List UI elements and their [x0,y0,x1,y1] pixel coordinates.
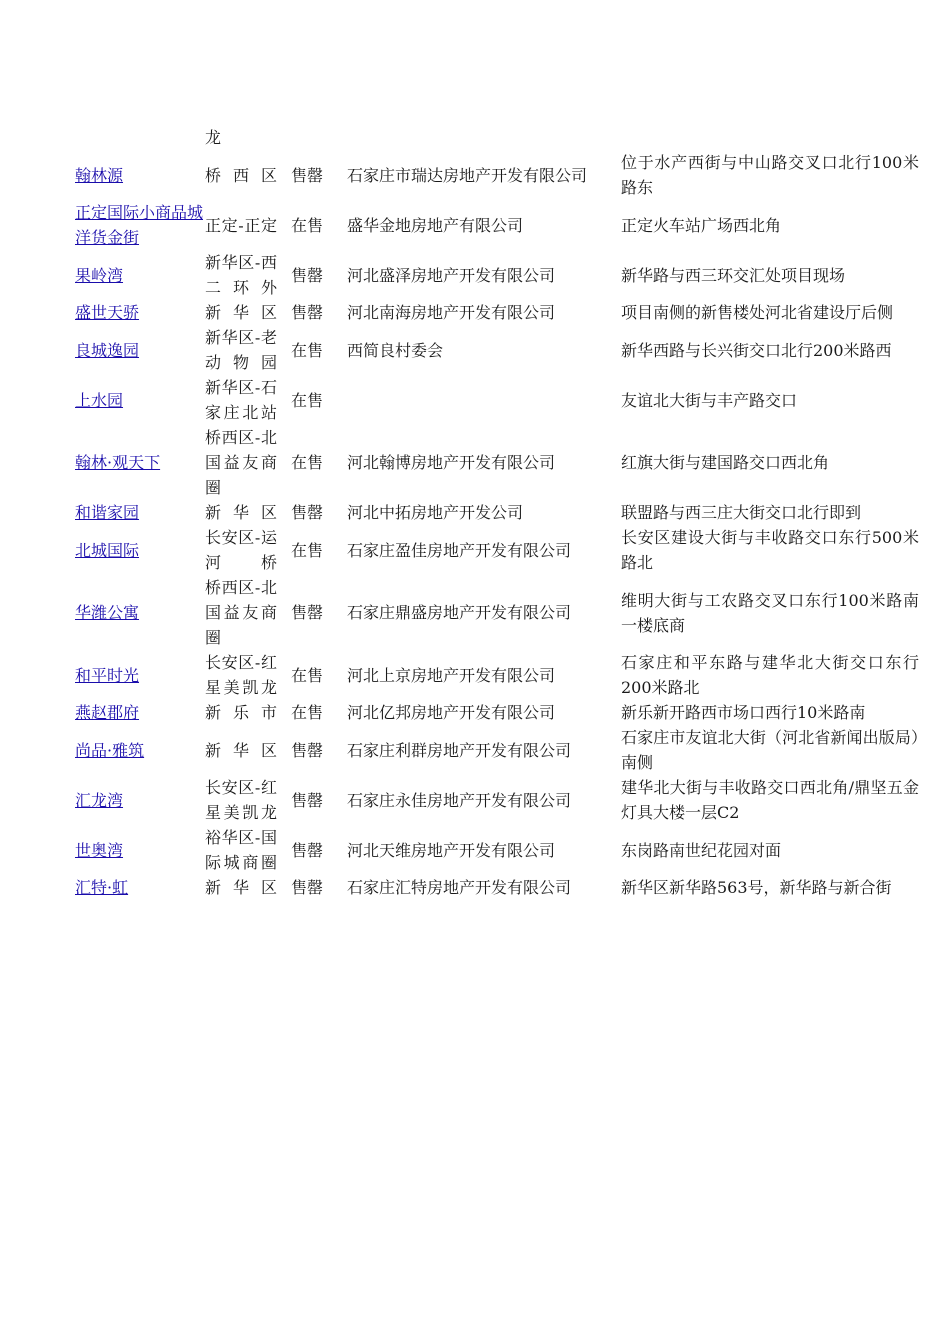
address-cell [621,375,919,425]
property-link[interactable]: 北城国际 [75,540,140,560]
property-link[interactable]: 上水园 [75,390,124,410]
address-text: 石家庄市友谊北大街（河北省新闻出版局）南侧 [621,728,919,772]
developer-cell [347,875,621,900]
developer-text: 石家庄鼎盛房地产开发有限公司 [347,603,572,622]
property-link[interactable]: 果岭湾 [75,265,124,285]
property-link[interactable]: 尚品·雅筑 [75,740,145,760]
developer-cell [347,725,621,775]
property-link[interactable]: 翰林·观天下 [75,453,161,472]
name-cell [70,525,205,575]
developer-text: 石家庄利群房地产开发有限公司 [347,740,572,760]
address-cell [621,150,919,200]
name-cell [70,300,205,325]
district-cell: 长安区-运河桥 [205,528,277,572]
developer-text: 石家庄盈佳房地产开发有限公司 [347,540,572,560]
status-cell: 在售 [291,665,324,685]
status-cell: 售罄 [291,503,324,522]
status-cell: 售罄 [291,165,324,185]
address-text: 项目南侧的新售楼处河北省建设厅后侧 [621,303,894,322]
district-cell: 新华区 [205,303,277,322]
status-cell: 在售 [291,215,324,235]
developer-cell [347,250,621,300]
address-text: 位于水产西街与中山路交叉口北行100米路东 [621,153,919,197]
district-cell: 长安区-红星美凯龙 [205,653,277,697]
developer-cell [347,500,621,525]
status-cell: 售罄 [291,265,324,285]
table-row [70,200,919,250]
table-row [70,775,919,825]
developer-cell [347,375,621,425]
address-text: 东岗路南世纪花园对面 [621,840,782,860]
address-text: 红旗大街与建国路交口西北角 [621,453,830,472]
name-cell [70,150,205,200]
table-row [70,875,919,900]
continuation-row [70,125,919,150]
property-link[interactable]: 翰林源 [75,165,124,185]
developer-text: 盛华金地房地产有限公司 [347,215,524,235]
developer-text: 西简良村委会 [347,340,444,360]
address-cell [621,525,919,575]
address-cell [621,575,919,650]
address-text: 建华北大街与丰收路交口西北角/鼎坚五金灯具大楼一层C2 [621,778,919,822]
address-cell [621,250,919,300]
address-cell [621,300,919,325]
table-row [70,325,919,375]
property-link[interactable]: 世奥湾 [75,840,124,860]
address-cell [621,650,919,700]
developer-text: 河北翰博房地产开发有限公司 [347,453,556,472]
property-link[interactable]: 燕赵郡府 [75,703,140,722]
name-cell [70,825,205,875]
address-cell [621,700,919,725]
developer-text: 河北天维房地产开发有限公司 [347,840,556,860]
district-cell: 长安区-红星美凯龙 [205,778,277,822]
property-link[interactable]: 和平时光 [75,665,140,685]
name-cell [70,500,205,525]
address-text: 新乐新开路西市场口西行10米路南 [621,703,866,722]
district-cell: 桥西区-北国益友商圈 [205,578,277,647]
address-cell [621,325,919,375]
address-cell [621,500,919,525]
district-cell: 桥西区 [205,165,277,185]
status-cell: 在售 [291,703,324,722]
name-cell [70,325,205,375]
table-row [70,250,919,300]
address-text: 正定火车站广场西北角 [621,215,782,235]
table-row [70,700,919,725]
developer-text: 河北亿邦房地产开发有限公司 [347,703,556,722]
developer-cell [347,425,621,500]
address-text: 石家庄和平东路与建华北大街交口东行200米路北 [621,653,919,697]
table-row [70,300,919,325]
status-cell: 售罄 [291,740,324,760]
address-cell [621,725,919,775]
district-cell: 新华区 [205,740,277,760]
name-cell [70,650,205,700]
district-cell: 新华区 [205,503,277,522]
developer-text: 河北盛泽房地产开发有限公司 [347,265,556,285]
property-link[interactable]: 汇龙湾 [75,790,124,810]
developer-cell [347,650,621,700]
developer-text: 石家庄汇特房地产开发有限公司 [347,878,572,897]
developer-text: 河北南海房地产开发有限公司 [347,303,556,322]
name-cell [70,700,205,725]
developer-cell [347,825,621,875]
property-link[interactable]: 华潍公寓 [75,603,140,622]
district-cell: 裕华区-国际城商圈 [205,828,277,872]
name-cell [70,375,205,425]
status-cell: 售罄 [291,790,324,810]
address-cell [621,200,919,250]
developer-cell [347,775,621,825]
district-cell: 正定-正定 [205,215,277,235]
developer-cell [347,325,621,375]
developer-cell [347,200,621,250]
table-row [70,525,919,575]
status-cell: 在售 [291,453,324,472]
status-cell: 在售 [291,390,324,410]
status-cell: 在售 [291,540,324,560]
property-link[interactable]: 和谐家园 [75,503,140,522]
name-cell [70,200,205,250]
property-link[interactable]: 汇特·虹 [75,878,129,897]
status-cell: 售罄 [291,603,324,622]
address-text: 友谊北大街与丰产路交口 [621,390,798,410]
status-cell: 售罄 [291,840,324,860]
district-cell: 新华区-老动物园 [205,328,277,372]
developer-text: 石家庄市瑞达房地产开发有限公司 [347,165,588,185]
district-cell: 新乐市 [205,703,277,722]
table-row [70,500,919,525]
district-cell: 龙 [205,128,222,147]
address-text: 新华区新华路563号，新华路与新合街 [621,878,892,897]
address-text: 维明大街与工农路交叉口东行100米路南一楼底商 [621,590,919,635]
table-row [70,825,919,875]
table-row [70,650,919,700]
name-cell [70,775,205,825]
property-link[interactable]: 正定国际小商品城洋货金街 [75,203,204,247]
table-row [70,150,919,200]
developer-text: 河北上京房地产开发有限公司 [347,665,556,685]
developer-text: 河北中拓房地产开发公司 [347,503,524,522]
name-cell [70,875,205,900]
name-cell [70,250,205,300]
address-text: 新华路与西三环交汇处项目现场 [621,265,846,285]
district-cell: 桥西区-北国益友商圈 [205,428,277,497]
developer-cell [347,150,621,200]
address-cell [621,425,919,500]
address-text: 新华西路与长兴街交口北行200米路西 [621,340,892,360]
developer-cell [347,300,621,325]
table-row [70,725,919,775]
address-cell [621,875,919,900]
district-cell: 新华区 [205,878,277,897]
status-cell: 售罄 [291,303,324,322]
status-cell: 在售 [291,340,324,360]
developer-text: 石家庄永佳房地产开发有限公司 [347,790,572,810]
developer-cell [347,700,621,725]
address-text: 联盟路与西三庄大街交口北行即到 [621,503,862,522]
developer-cell [347,575,621,650]
name-cell [70,575,205,650]
developer-cell [347,525,621,575]
property-link[interactable]: 盛世天骄 [75,303,140,322]
status-cell: 售罄 [291,878,324,897]
district-cell: 新华区-西二环外 [205,253,277,297]
address-cell [621,825,919,875]
address-text: 长安区建设大街与丰收路交口东行500米路北 [621,528,919,572]
table-row [70,375,919,425]
property-link[interactable]: 良城逸园 [75,340,140,360]
district-cell: 新华区-石家庄北站 [205,378,277,422]
name-cell [70,725,205,775]
table-row [70,575,919,650]
address-cell [621,775,919,825]
table-row [70,425,919,500]
name-cell [70,425,205,500]
listing-table [70,125,919,900]
